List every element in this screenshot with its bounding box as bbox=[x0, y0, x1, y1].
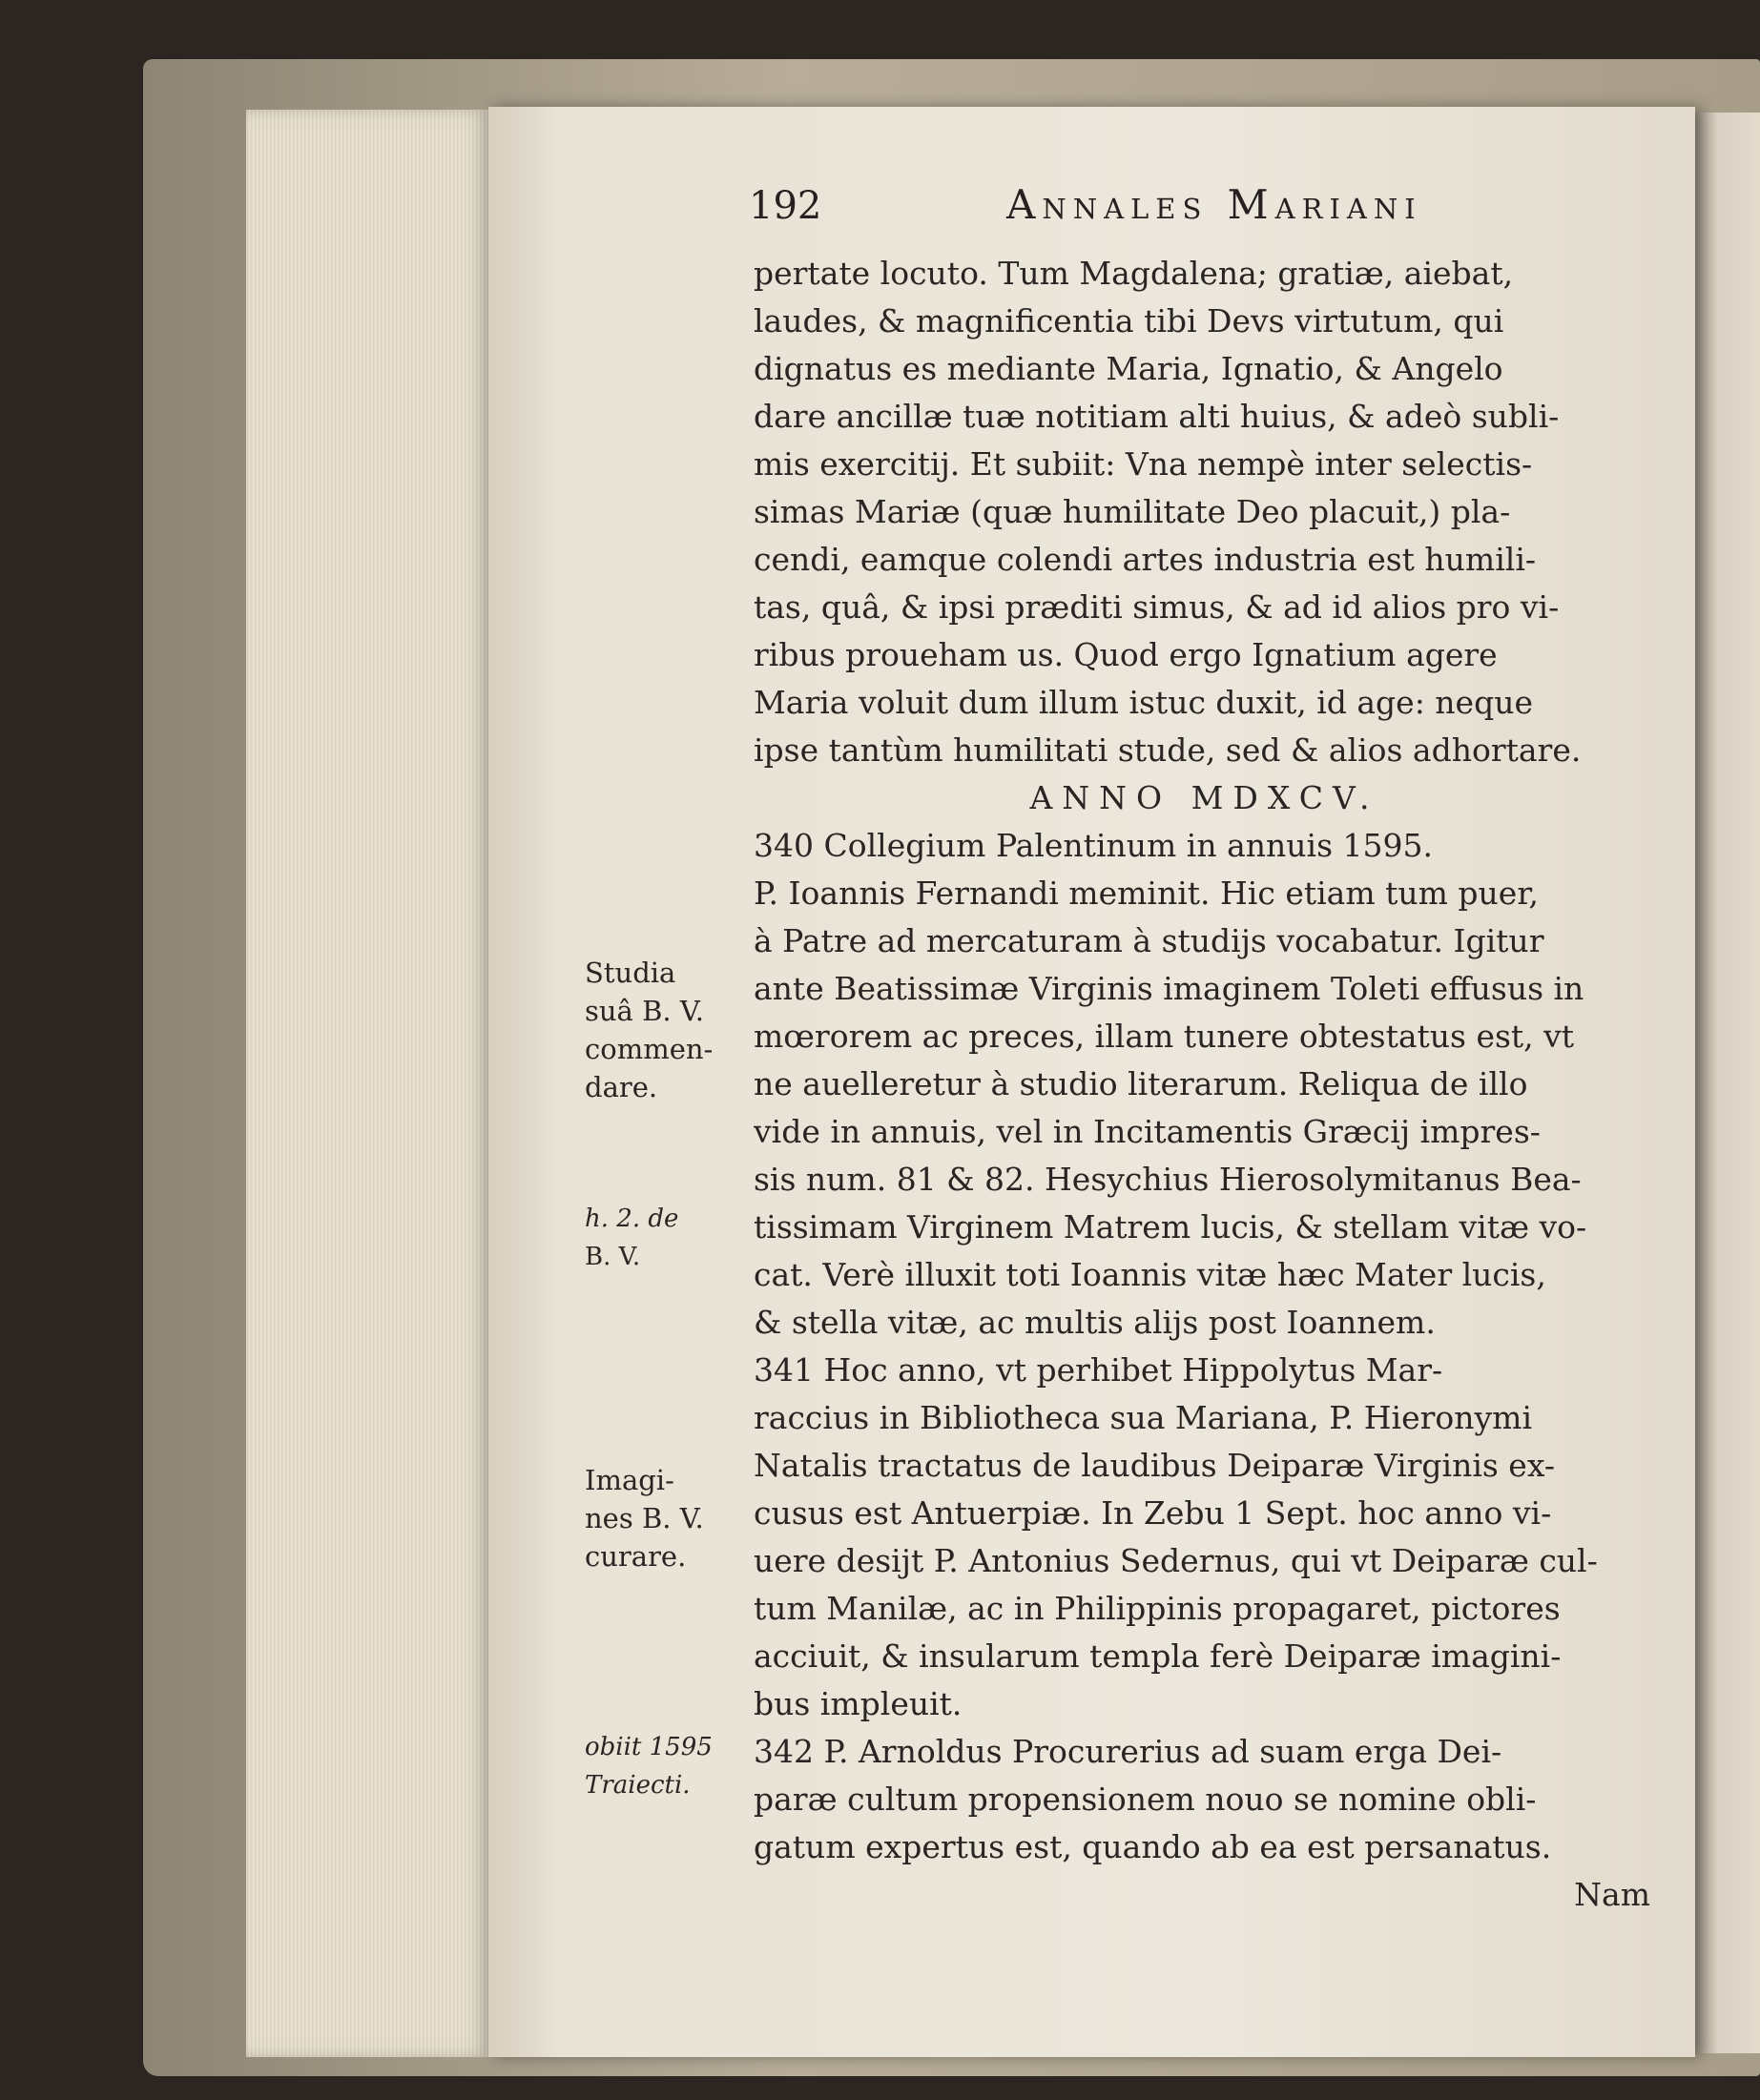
margin-note-line: B. V. bbox=[585, 1243, 641, 1271]
text-line: ribus proueham us. Quod ergo Ignatium agere bbox=[754, 636, 1498, 673]
text-line: mis exercitij. Et subiit: Vna nempè inter selectis- bbox=[754, 445, 1533, 483]
text-line: simas Mariæ (quæ humilitate Deo placuit,) pla- bbox=[754, 493, 1511, 530]
text-line: tas, quâ, & ipsi præditi simus, & ad id alios pro vi- bbox=[754, 588, 1560, 626]
text-line: ANNO MDXCV. bbox=[1029, 779, 1379, 816]
text-line: dignatus es mediante Maria, Ignatio, & Angelo bbox=[754, 350, 1503, 387]
page-edges bbox=[246, 110, 489, 2057]
text-line: ante Beatissimæ Virginis imaginem Toleti effusus in bbox=[754, 970, 1584, 1007]
margin-note-line: commen- bbox=[585, 1033, 714, 1065]
margin-note-imagines bbox=[585, 1461, 747, 1575]
text-line: dare ancillæ tuæ notitiam alti huius, & adeò subli- bbox=[754, 398, 1560, 435]
margin-note-line: h. 2. de bbox=[585, 1204, 679, 1233]
text-line: Maria voluit dum illum istuc duxit, id age: neque bbox=[754, 684, 1533, 721]
text-line: cusus est Antuerpiæ. In Zebu 1 Sept. hoc anno vi- bbox=[754, 1494, 1552, 1532]
text-line: sis num. 81 & 82. Hesychius Hierosolymitanus Bea- bbox=[754, 1161, 1582, 1198]
margin-note-studia bbox=[585, 954, 747, 1106]
text-line: P. Ioannis Fernandi meminit. Hic etiam tum puer, bbox=[754, 875, 1539, 912]
text-line: 342 P. Arnoldus Procurerius ad suam erga Dei- bbox=[754, 1733, 1502, 1770]
running-title: Annales Mariani bbox=[1006, 181, 1422, 228]
margin-note-line: nes B. V. bbox=[585, 1502, 704, 1534]
margin-note-line: obiit 1595 bbox=[585, 1733, 713, 1761]
text-line: tum Manilæ, ac in Philippinis propagaret, pictores bbox=[754, 1590, 1561, 1627]
text-line: uere desijt P. Antonius Sedernus, qui vt Deiparæ cul- bbox=[754, 1542, 1598, 1579]
text-line: 340 Collegium Palentinum in annuis 1595. bbox=[754, 827, 1433, 864]
margin-note-line: curare. bbox=[585, 1540, 687, 1573]
text-line: mœrorem ac preces, illam tunere obtestatus est, vt bbox=[754, 1018, 1575, 1055]
text-line: Natalis tractatus de laudibus Deiparæ Virginis ex- bbox=[754, 1447, 1556, 1484]
margin-note-line: dare. bbox=[585, 1071, 658, 1103]
margin-note-obiit bbox=[585, 1728, 747, 1804]
page-number: 192 bbox=[749, 184, 822, 228]
text-line: & stella vitæ, ac multis alijs post Ioannem. bbox=[754, 1304, 1436, 1341]
margin-note-hesychius bbox=[585, 1200, 747, 1276]
margin-note-line: suâ B. V. bbox=[585, 995, 704, 1027]
text-line: bus impleuit. bbox=[754, 1685, 963, 1722]
text-line: vide in annuis, vel in Incitamentis Græcij impres- bbox=[754, 1113, 1541, 1150]
margin-note-line: Traiecti. bbox=[585, 1771, 691, 1800]
text-line: 341 Hoc anno, vt perhibet Hippolytus Mar- bbox=[754, 1351, 1443, 1389]
text-line: raccius in Bibliotheca sua Mariana, P. Hieronymi bbox=[754, 1399, 1533, 1436]
text-line: cendi, eamque colendi artes industria est humili- bbox=[754, 541, 1537, 578]
facing-page-edge bbox=[1694, 113, 1760, 2053]
text-line: pertate locuto. Tum Magdalena; gratiæ, aiebat, bbox=[754, 255, 1514, 292]
text-line: ne auelleretur à studio literarum. Reliqua de illo bbox=[754, 1065, 1528, 1102]
text-line: Nam bbox=[1574, 1876, 1650, 1913]
body-text bbox=[754, 250, 1655, 1919]
text-line: paræ cultum propensionem nouo se nomine obli- bbox=[754, 1781, 1537, 1818]
text-line: acciuit, & insularum templa ferè Deiparæ imagini- bbox=[754, 1637, 1562, 1675]
text-line: tissimam Virginem Matrem lucis, & stellam vitæ vo- bbox=[754, 1208, 1587, 1246]
page-header bbox=[744, 176, 1660, 234]
text-line: laudes, & magnificentia tibi Devs virtutum, qui bbox=[754, 302, 1504, 340]
text-line: à Patre ad mercaturam à studijs vocabatur. Igitur bbox=[754, 922, 1544, 959]
text-line: gatum expertus est, quando ab ea est persanatus. bbox=[754, 1828, 1552, 1865]
text-line: ipse tantùm humilitati stude, sed & alios adhortare. bbox=[754, 731, 1582, 769]
margin-note-line: Studia bbox=[585, 957, 676, 989]
text-line: cat. Verè illuxit toti Ioannis vitæ hæc Mater lucis, bbox=[754, 1256, 1546, 1293]
margin-note-line: Imagi- bbox=[585, 1464, 674, 1496]
